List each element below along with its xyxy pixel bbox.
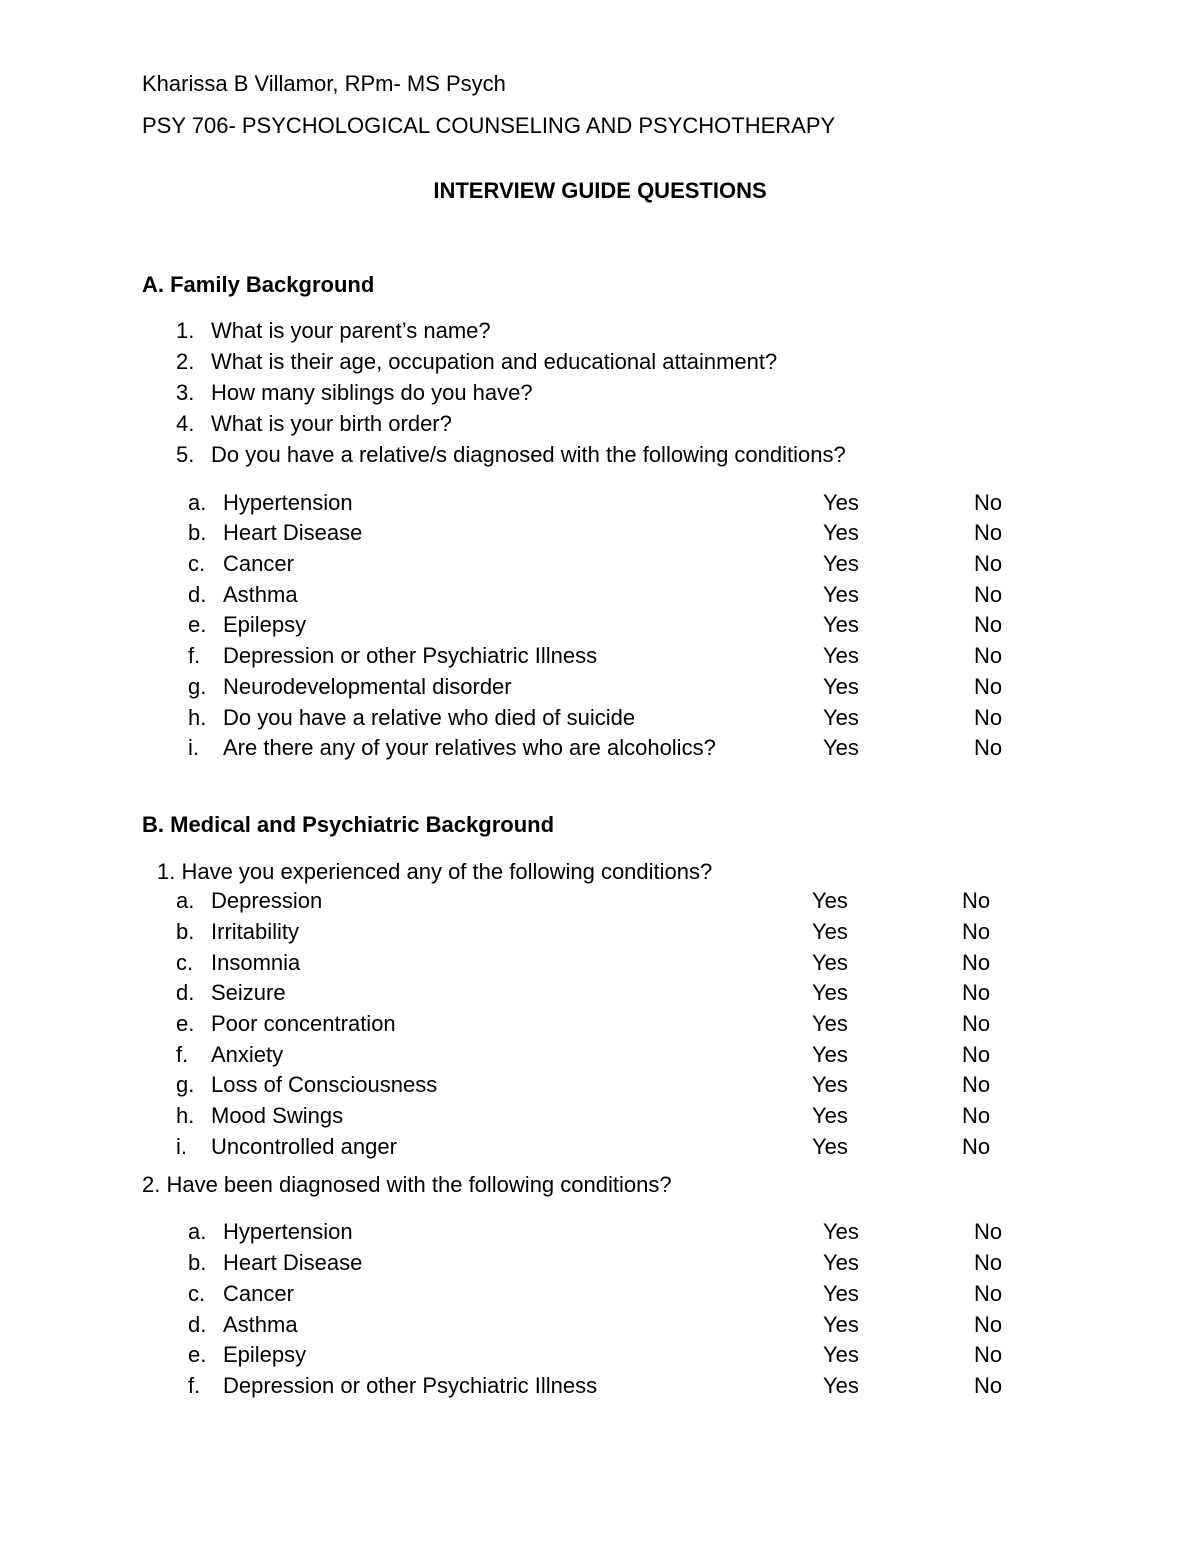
- table-row: [0, 1042, 1200, 1068]
- table-row: [0, 582, 1200, 608]
- no-option: No: [974, 490, 1003, 515]
- yes-option: Yes: [823, 582, 859, 607]
- list-item: [0, 442, 1200, 468]
- item-letter: f.: [188, 1373, 201, 1398]
- course-line: PSY 706- PSYCHOLOGICAL COUNSELING AND PSYCHOTHERAPY: [142, 113, 836, 138]
- condition-label: Depression or other Psychiatric Illness: [223, 643, 598, 668]
- no-option: No: [962, 1072, 991, 1097]
- yes-option: Yes: [812, 950, 848, 975]
- item-letter: c.: [176, 950, 194, 975]
- list-item: [0, 318, 1200, 344]
- yes-option: Yes: [823, 490, 859, 515]
- item-letter: d.: [188, 1312, 207, 1337]
- condition-label: Asthma: [223, 582, 298, 607]
- table-row: [0, 1281, 1200, 1307]
- condition-label: Loss of Consciousness: [211, 1072, 438, 1097]
- yes-option: Yes: [823, 705, 859, 730]
- table-row: [0, 1373, 1200, 1399]
- yes-option: Yes: [812, 1042, 848, 1067]
- condition-label: Heart Disease: [223, 1250, 363, 1275]
- table-row: [0, 1250, 1200, 1276]
- item-letter: e.: [188, 1342, 207, 1367]
- table-row: [0, 674, 1200, 700]
- condition-label: Cancer: [223, 1281, 294, 1306]
- item-letter: d.: [188, 582, 207, 607]
- no-option: No: [962, 888, 991, 913]
- yes-option: Yes: [812, 1103, 848, 1128]
- question-number: 4.: [176, 411, 195, 436]
- condition-label: Epilepsy: [223, 612, 307, 637]
- condition-label: Cancer: [223, 551, 294, 576]
- yes-option: Yes: [823, 643, 859, 668]
- condition-label: Hypertension: [223, 1219, 353, 1244]
- table-row: [0, 919, 1200, 945]
- condition-label: Irritability: [211, 919, 300, 944]
- table-row: [0, 1103, 1200, 1129]
- item-letter: b.: [188, 520, 207, 545]
- table-row: [0, 1072, 1200, 1098]
- no-option: No: [974, 1250, 1003, 1275]
- question-text: What is your parent’s name?: [211, 318, 491, 343]
- no-option: No: [974, 520, 1003, 545]
- yes-option: Yes: [823, 1281, 859, 1306]
- item-letter: e.: [176, 1011, 195, 1036]
- question-number: 1.: [176, 318, 195, 343]
- list-item: [0, 411, 1200, 437]
- no-option: No: [962, 1011, 991, 1036]
- yes-option: Yes: [823, 551, 859, 576]
- item-letter: b.: [176, 919, 195, 944]
- section-b-heading: B. Medical and Psychiatric Background: [142, 812, 555, 837]
- no-option: No: [962, 980, 991, 1005]
- question-text: What is their age, occupation and educational attainment?: [211, 349, 778, 374]
- table-row: [0, 520, 1200, 546]
- no-option: No: [974, 1312, 1003, 1337]
- question-text: Do you have a relative/s diagnosed with the following conditions?: [211, 442, 846, 467]
- section-a-heading: A. Family Background: [142, 272, 375, 297]
- item-letter: a.: [188, 490, 207, 515]
- yes-option: Yes: [812, 980, 848, 1005]
- yes-option: Yes: [812, 888, 848, 913]
- table-row: [0, 1312, 1200, 1338]
- yes-option: Yes: [812, 1134, 848, 1159]
- no-option: No: [962, 919, 991, 944]
- yes-option: Yes: [823, 612, 859, 637]
- section-b-question-2: 2. Have been diagnosed with the following conditions?: [142, 1172, 672, 1197]
- no-option: No: [962, 1134, 991, 1159]
- no-option: No: [974, 1219, 1003, 1244]
- condition-label: Epilepsy: [223, 1342, 307, 1367]
- item-letter: h.: [176, 1103, 195, 1128]
- no-option: No: [962, 1042, 991, 1067]
- item-letter: c.: [188, 1281, 206, 1306]
- no-option: No: [974, 735, 1003, 760]
- item-letter: c.: [188, 551, 206, 576]
- yes-option: Yes: [823, 674, 859, 699]
- condition-label: Are there any of your relatives who are alcoholics?: [223, 735, 716, 760]
- condition-label: Heart Disease: [223, 520, 363, 545]
- list-item: [0, 349, 1200, 375]
- list-item: [0, 380, 1200, 406]
- condition-label: Hypertension: [223, 490, 353, 515]
- condition-label: Anxiety: [211, 1042, 284, 1067]
- condition-label: Uncontrolled anger: [211, 1134, 397, 1159]
- condition-label: Depression or other Psychiatric Illness: [223, 1373, 598, 1398]
- question-number: 5.: [176, 442, 195, 467]
- condition-label: Poor concentration: [211, 1011, 396, 1036]
- yes-option: Yes: [823, 1373, 859, 1398]
- no-option: No: [962, 1103, 991, 1128]
- no-option: No: [974, 1342, 1003, 1367]
- question-number: 3.: [176, 380, 195, 405]
- yes-option: Yes: [812, 1011, 848, 1036]
- table-row: [0, 612, 1200, 638]
- item-letter: f.: [176, 1042, 189, 1067]
- question-text: What is your birth order?: [211, 411, 452, 436]
- table-row: [0, 643, 1200, 669]
- no-option: No: [974, 551, 1003, 576]
- no-option: No: [974, 612, 1003, 637]
- yes-option: Yes: [812, 1072, 848, 1097]
- item-letter: b.: [188, 1250, 207, 1275]
- table-row: [0, 1342, 1200, 1368]
- item-letter: a.: [176, 888, 195, 913]
- table-row: [0, 950, 1200, 976]
- condition-label: Do you have a relative who died of suicide: [223, 705, 636, 730]
- yes-option: Yes: [823, 735, 859, 760]
- no-option: No: [974, 1373, 1003, 1398]
- table-row: [0, 490, 1200, 516]
- yes-option: Yes: [823, 1312, 859, 1337]
- condition-label: Asthma: [223, 1312, 298, 1337]
- item-letter: d.: [176, 980, 195, 1005]
- no-option: No: [962, 950, 991, 975]
- no-option: No: [974, 705, 1003, 730]
- question-number: 2.: [176, 349, 195, 374]
- table-row: [0, 735, 1200, 761]
- table-row: [0, 888, 1200, 914]
- condition-label: Insomnia: [211, 950, 301, 975]
- table-row: [0, 980, 1200, 1006]
- condition-label: Depression: [211, 888, 323, 913]
- item-letter: i.: [188, 735, 199, 760]
- item-letter: a.: [188, 1219, 207, 1244]
- item-letter: h.: [188, 705, 207, 730]
- condition-label: Mood Swings: [211, 1103, 344, 1128]
- table-row: [0, 1219, 1200, 1245]
- yes-option: Yes: [812, 919, 848, 944]
- item-letter: g.: [176, 1072, 195, 1097]
- section-b-question-1: 1. Have you experienced any of the following conditions?: [157, 859, 713, 884]
- item-letter: f.: [188, 643, 201, 668]
- page-title: INTERVIEW GUIDE QUESTIONS: [433, 178, 767, 203]
- yes-option: Yes: [823, 1219, 859, 1244]
- yes-option: Yes: [823, 1250, 859, 1275]
- table-row: [0, 551, 1200, 577]
- item-letter: e.: [188, 612, 207, 637]
- table-row: [0, 1134, 1200, 1160]
- condition-label: Neurodevelopmental disorder: [223, 674, 512, 699]
- table-row: [0, 705, 1200, 731]
- table-row: [0, 1011, 1200, 1037]
- item-letter: i.: [176, 1134, 187, 1159]
- question-text: How many siblings do you have?: [211, 380, 533, 405]
- author-line: Kharissa B Villamor, RPm- MS Psych: [142, 71, 506, 96]
- no-option: No: [974, 674, 1003, 699]
- no-option: No: [974, 582, 1003, 607]
- item-letter: g.: [188, 674, 207, 699]
- condition-label: Seizure: [211, 980, 286, 1005]
- no-option: No: [974, 643, 1003, 668]
- yes-option: Yes: [823, 520, 859, 545]
- no-option: No: [974, 1281, 1003, 1306]
- yes-option: Yes: [823, 1342, 859, 1367]
